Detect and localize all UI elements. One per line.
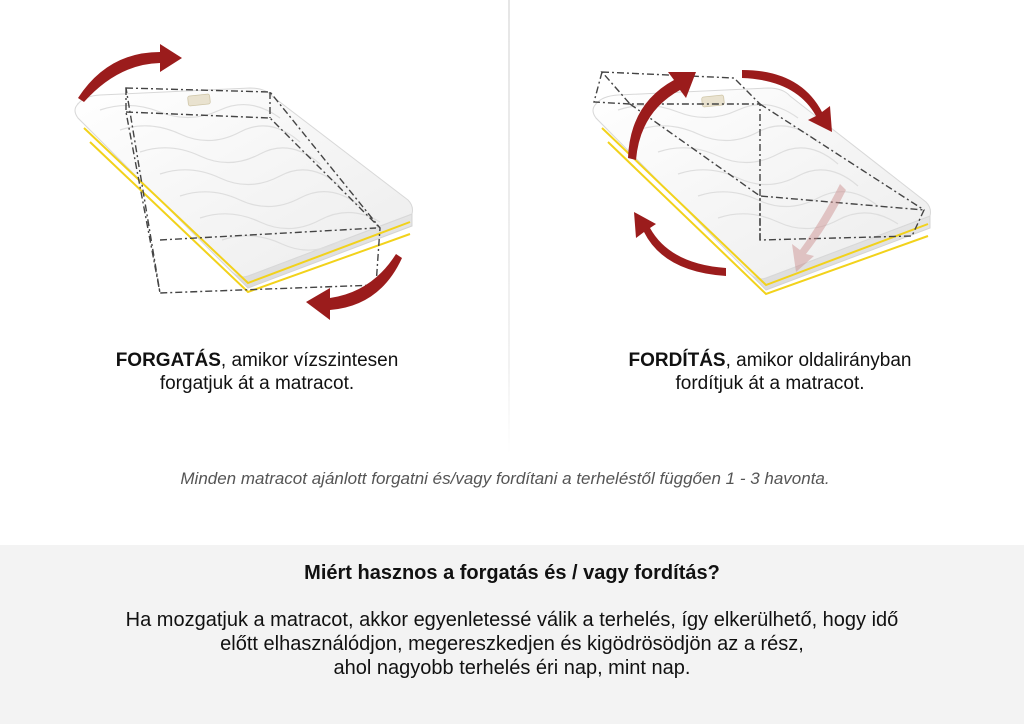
mattress-illustration [75,88,413,292]
info-title: Miért hasznos a forgatás és / vagy fordítás? [304,562,720,584]
recommendation-note: Minden matracot ajánlott forgatni és/vagy fordítani a terheléstől függően 1 - 3 havonta. [180,469,830,488]
info-line: ahol nagyobb terhelés éri nap, mint nap. [333,657,691,679]
rotation-panel [0,0,508,455]
info-section [0,545,1024,724]
caption-line2: forgatjuk át a matracot. [159,373,355,394]
rotation-illustration [0,0,508,345]
caption-text: , amikor oldalirányban [725,350,912,371]
caption-line2: fordítjuk át a matracot. [675,373,865,394]
info-body [0,608,1024,680]
flip-caption [510,349,1024,395]
info-line: előtt elhasználódjon, megereszkedjen és kigödrösödjön az a rész, [220,633,804,655]
caption-text: , amikor vízszintesen [220,350,399,371]
caption-bold: FORDÍTÁS [628,350,726,371]
info-line: Ha mozgatjuk a matracot, akkor egyenletessé válik a terhelés, így elkerülhető, hogy idő [125,609,899,631]
flip-illustration [510,0,1024,345]
caption-bold: FORGATÁS [115,350,221,371]
rotation-caption [0,349,511,395]
flip-panel [510,0,1024,455]
